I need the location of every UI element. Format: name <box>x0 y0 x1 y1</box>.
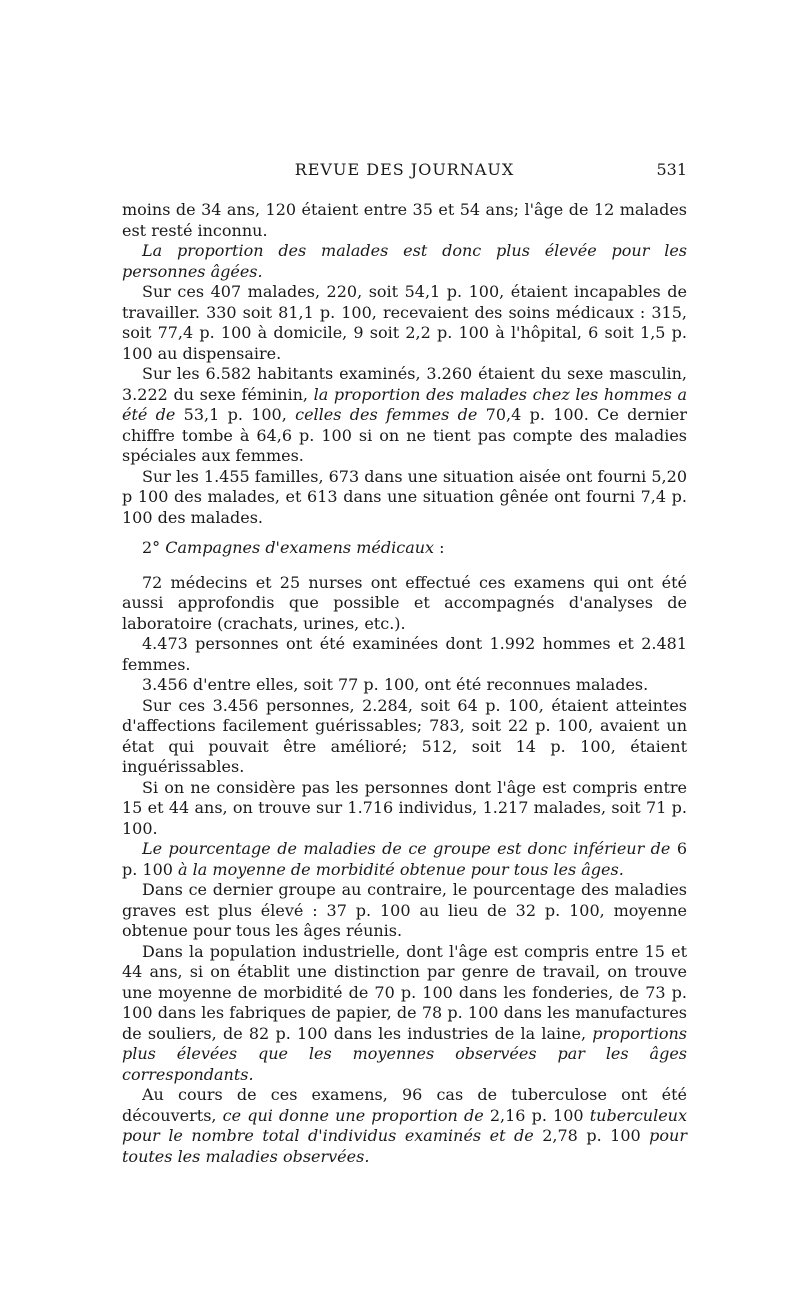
section-heading <box>122 538 687 559</box>
text-run: moins de 34 ans, 120 étaient entre 35 et 54 ans; l'âge de 12 malades est resté inconnu. <box>122 200 687 240</box>
italic-text: La proportion des malades est donc plus élevée pour les personnes âgées. <box>122 241 687 281</box>
body-text <box>122 200 687 1167</box>
text-run: : <box>434 538 445 557</box>
text-run: 2° <box>142 538 166 557</box>
text-run: Sur les 6.582 habitants examinés, 3.260 étaient du sexe masculin, 3.222 du sexe féminin, <box>122 364 687 404</box>
paragraph <box>122 634 687 675</box>
text-run: 6 p. 100 <box>122 839 687 879</box>
text-run: Sur les 1.455 familles, 673 dans une situation aisée ont fourni 5,20 p 100 des malades, et 613 dans une situation gênée ont fourni 7,4 p. 100 des malades. <box>122 466 687 527</box>
text-run: 70,4 p. 100. Ce dernier chiffre tombe à 64,6 p. 100 si on ne tient pas compte des maladies spéciales aux femmes. <box>122 405 688 465</box>
paragraph <box>122 573 687 635</box>
paragraph <box>122 778 687 840</box>
text-run: 2,78 p. 100 <box>533 1126 650 1145</box>
paragraph <box>122 241 687 282</box>
paragraph <box>122 675 687 696</box>
running-title: REVUE DES JOURNAUX <box>294 160 515 179</box>
italic-text: proportions plus élevées que les moyennes observées par les âges correspondants. <box>122 1023 687 1084</box>
text-run: 3.456 d'entre elles, soit 77 p. 100, ont été reconnues malades. <box>142 675 649 694</box>
text-run: 2,16 p. 100 <box>483 1105 590 1125</box>
italic-text: pour toutes les maladies observées. <box>122 1126 687 1166</box>
text-run: 53,1 p. 100, <box>175 405 296 424</box>
paragraph <box>122 696 687 778</box>
paragraph <box>122 880 687 942</box>
page-header <box>122 160 687 184</box>
paragraph <box>122 364 687 467</box>
text-run: 72 médecins et 25 nurses ont effectué ces examens qui ont été aussi approfondis que possible et accompagnés d'analyses de laboratoire (crachats, urines, etc.). <box>122 572 687 633</box>
page-number: 531 <box>656 160 687 179</box>
text-run: Sur ces 3.456 personnes, 2.284, soit 64 p. 100, étaient atteintes d'affections facilement guérissables; 783, soit 22 p. 100, avaient un état qui pouvait être amélioré; 512, soit 14 p. 100, étaient inguérissables. <box>122 695 687 776</box>
italic-text: ce qui donne une proportion de <box>222 1105 484 1125</box>
text-run: Sur ces 407 malades, 220, soit 54,1 p. 100, étaient incapables de travailler. 330 soit 81,1 p. 100, recevaient des soins médicaux : 315, soit 77,4 p. 100 à domicile, 9 soit 2,2 p. 100 à l'hôpital, 6 soit 1,5 p. 100 au dispensaire. <box>122 282 687 363</box>
italic-text: tuberculeux pour le nombre total d'individus examinés et de <box>122 1105 688 1145</box>
italic-text: celles des femmes de <box>295 405 478 424</box>
italic-text: à la moyenne de morbidité obtenue pour tous les âges. <box>178 859 624 879</box>
text-run: 4.473 personnes ont été examinées dont 1.992 hommes et 2.481 femmes. <box>122 634 687 674</box>
italic-text: Le pourcentage de maladies de ce groupe est donc inférieur de <box>142 839 671 858</box>
text-run: Au cours de ces examens, 96 cas de tuberculose ont été découverts, <box>122 1085 687 1125</box>
text-run: Si on ne considère pas les personnes dont l'âge est compris entre 15 et 44 ans, on trouve sur 1.716 individus, 1.217 malades, soit 71 p. 100. <box>122 777 687 838</box>
paragraph <box>122 1085 687 1167</box>
italic-text: la proportion des malades chez les hommes a été de <box>122 384 687 424</box>
paragraph <box>122 839 687 880</box>
paragraph <box>122 200 687 241</box>
paragraph <box>122 942 687 1086</box>
italic-text: Campagnes d'examens médicaux <box>165 538 435 557</box>
paragraph <box>122 467 687 529</box>
text-run: Dans ce dernier groupe au contraire, le pourcentage des maladies graves est plus élevé : 37 p. 100 au lieu de 32 p. 100, moyenne obtenue pour tous les âges réunis. <box>122 880 687 940</box>
paragraph <box>122 282 687 364</box>
text-run: Dans la population industrielle, dont l'âge est compris entre 15 et 44 ans, si on établit une distinction par genre de travail, on trouve une moyenne de morbidité de 70 p. 100 dans les fonderies, de 73 p. 100 dans les fabriques de papier, de 78 p. 100 dans les manufactures de souliers, de 82 p. 100 dans les industries de la laine, <box>122 941 687 1043</box>
